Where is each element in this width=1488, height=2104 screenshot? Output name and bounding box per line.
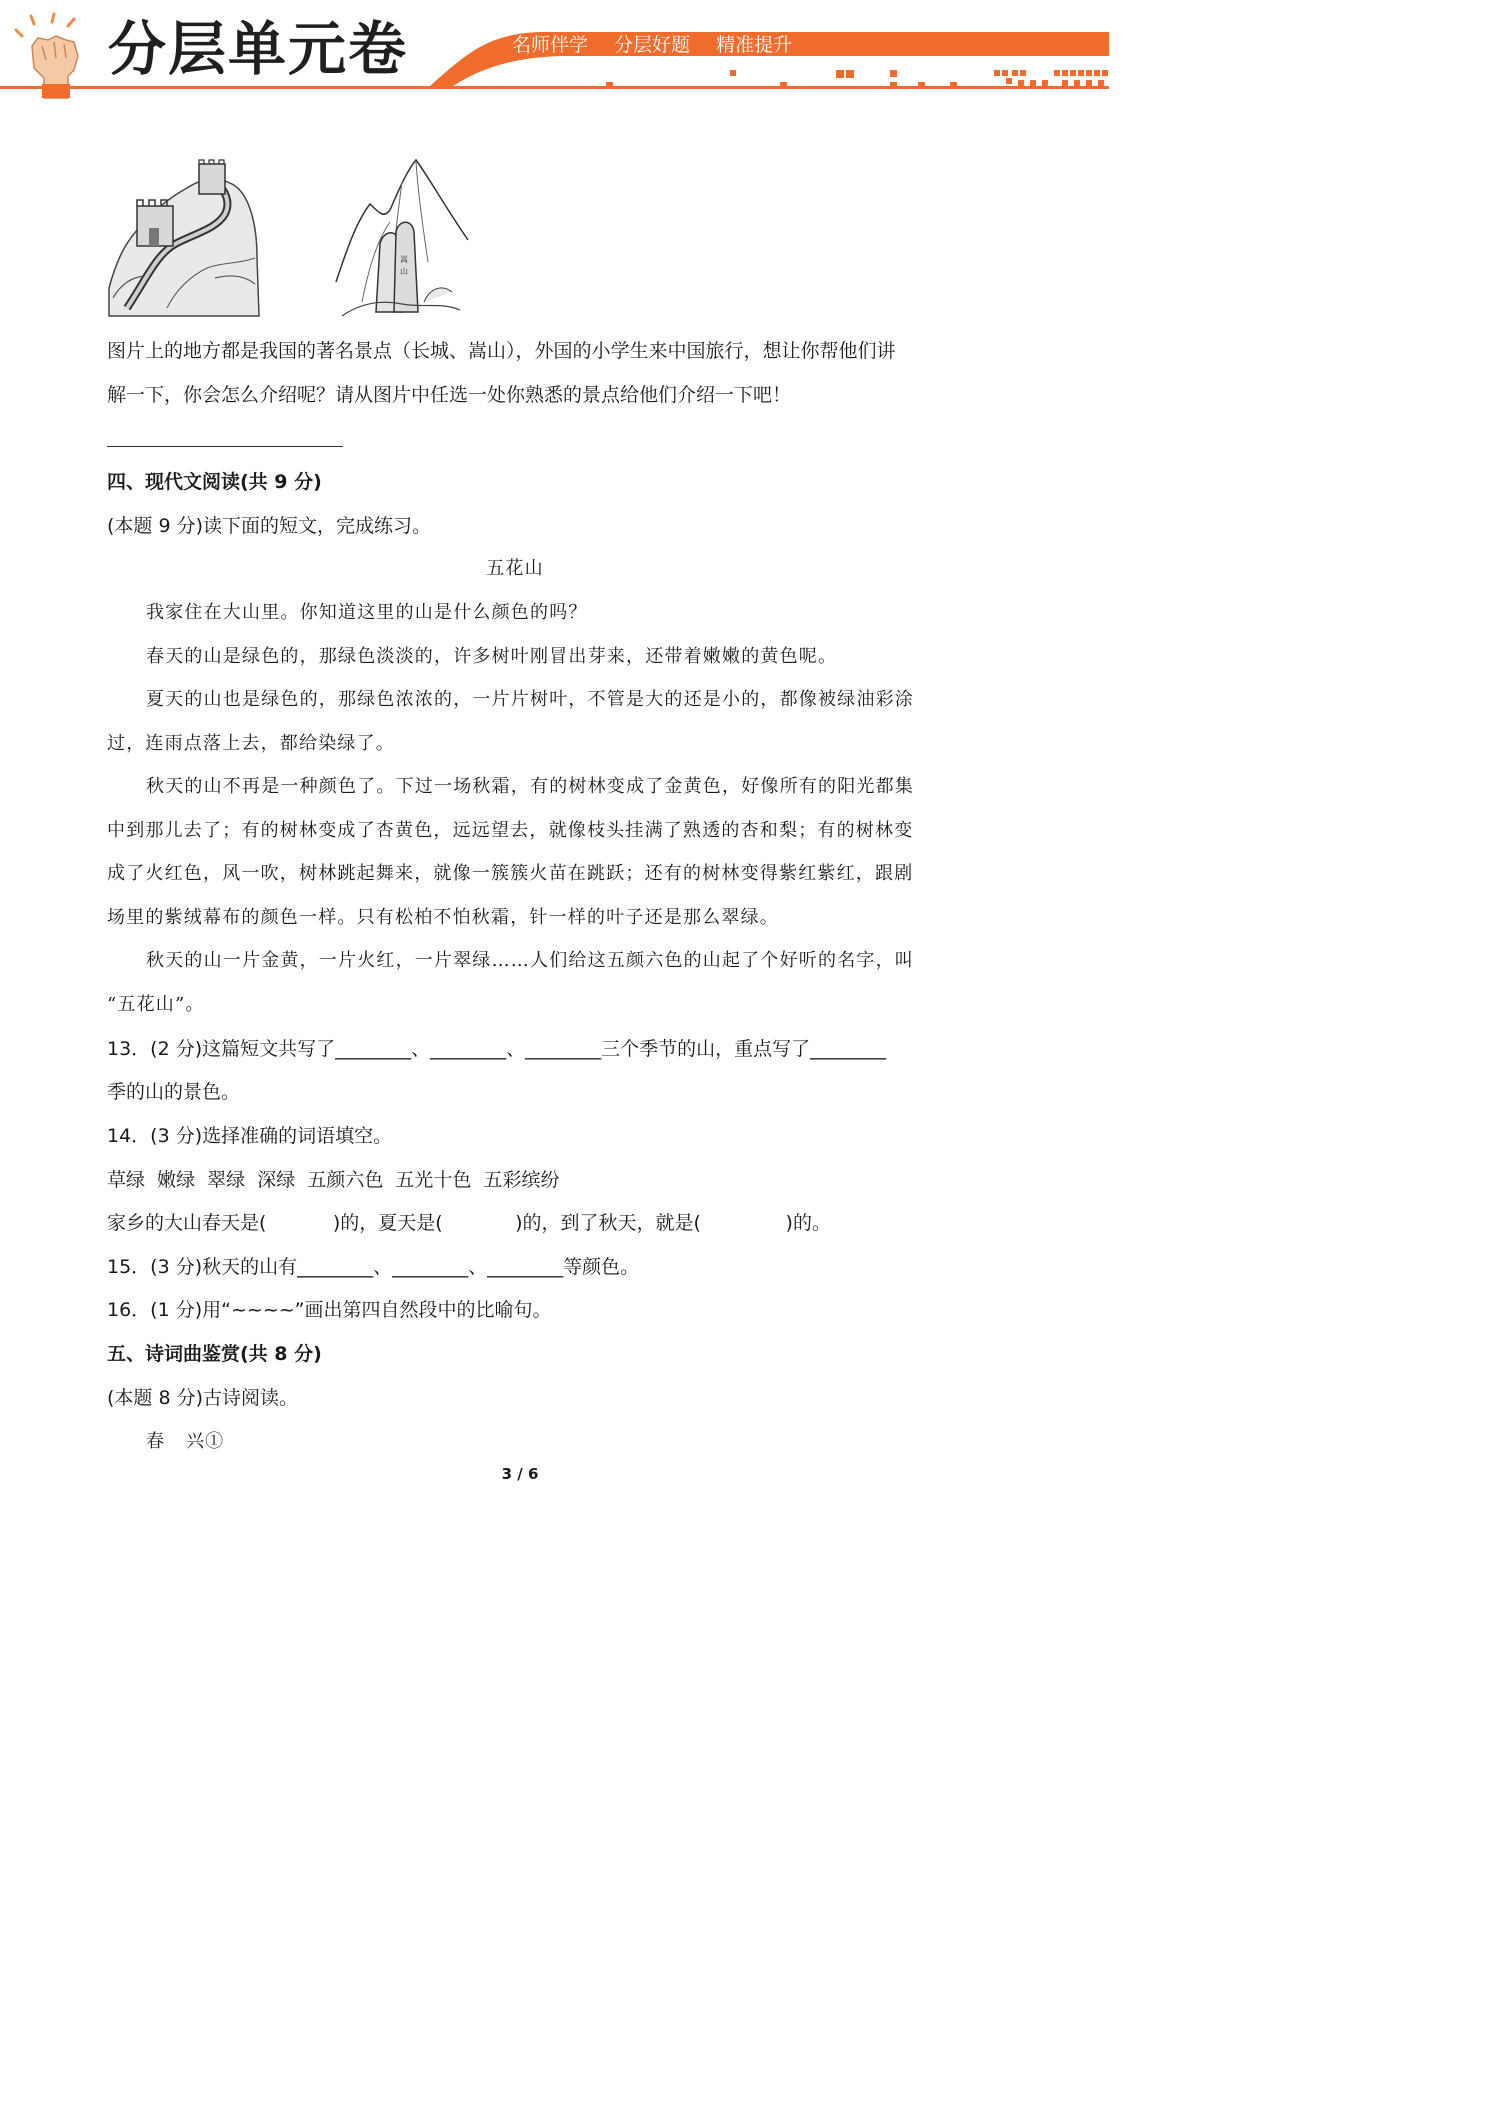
- answer-blank[interactable]: [107, 446, 343, 447]
- question-15: 15．(3 分)秋天的山有________、________、________等颜色。: [107, 1256, 640, 1278]
- svg-text:山: 山: [400, 267, 408, 276]
- brand-title: 分层单元卷: [108, 15, 409, 83]
- section-4-title: 四、现代文阅读(共 9 分): [107, 471, 322, 493]
- slogan-3: 精准提升: [716, 34, 793, 56]
- slogan-1: 名师伴学: [512, 34, 589, 56]
- svg-text:嵩: 嵩: [400, 255, 408, 264]
- section-5-title: 五、诗词曲鉴赏(共 8 分): [107, 1343, 322, 1365]
- passage-paragraph-2: 春天的山是绿色的，那绿色淡淡的，许多树叶刚冒出芽来，还带着嫩嫩的黄色呢。: [146, 646, 838, 667]
- passage-paragraph-5-line-2: “五花山”。: [107, 994, 205, 1015]
- question-14-fill-blank: 家乡的大山春天是( )的，夏天是( )的，到了秋天，就是( )的。: [107, 1212, 831, 1234]
- question-14: 14．(3 分)选择准确的词语填空。: [107, 1125, 393, 1147]
- intro-text-line-2: 解一下，你会怎么介绍呢？请从图片中任选一处你熟悉的景点给他们介绍一下吧！: [107, 384, 792, 406]
- question-13-line-2: 季的山的景色。: [107, 1081, 241, 1103]
- question-14-word-bank: 草绿 嫩绿 翠绿 深绿 五颜六色 五光十色 五彩缤纷: [107, 1169, 560, 1191]
- passage-paragraph-4-line-4: 场里的紫绒幕布的颜色一样。只有松柏不怕秋霜，针一样的叶子还是那么翠绿。: [107, 907, 779, 928]
- question-13-line-1: 13．(2 分)这篇短文共写了________、________、________三个季节的山，重点写了________: [107, 1038, 887, 1060]
- passage-paragraph-1: 我家住在大山里。你知道这里的山是什么颜色的吗？: [146, 602, 588, 623]
- section-4-instruction: (本题 9 分)读下面的短文，完成练习。: [107, 515, 431, 537]
- passage-paragraph-5-line-1: 秋天的山一片金黄，一片火红，一片翠绿……人们给这五颜六色的山起了个好听的名字，叫: [146, 950, 914, 971]
- mountain-illustration: [332, 152, 472, 317]
- passage-paragraph-3-line-2: 过，连雨点落上去，都给染绿了。: [107, 733, 395, 754]
- passage-paragraph-3-line-1: 夏天的山也是绿色的，那绿色浓浓的，一片片树叶，不管是大的还是小的，都像被绿油彩涂: [146, 689, 914, 710]
- passage-paragraph-4-line-3: 成了火红色，风一吹，树林跳起舞来，就像一簇簇火苗在跳跃；还有的树林变得紫红紫红，跟剧: [107, 863, 914, 884]
- great-wall-illustration: [107, 158, 262, 318]
- passage-title: 五花山: [486, 558, 544, 579]
- passage-paragraph-4-line-1: 秋天的山不再是一种颜色了。下过一场秋霜，有的树林变成了金黄色，好像所有的阳光都集: [146, 776, 914, 797]
- question-16: 16．(1 分)用“~~~~”画出第四自然段中的比喻句。: [107, 1299, 552, 1321]
- section-5-instruction: (本题 8 分)古诗阅读。: [107, 1387, 298, 1409]
- passage-paragraph-4-line-2: 中到那儿去了；有的树林变成了杏黄色，远远望去，就像枝头挂满了熟透的杏和梨；有的树林变: [107, 820, 914, 841]
- page-number: 3 / 6: [501, 1465, 539, 1483]
- poem-title: 春 兴①: [146, 1431, 225, 1452]
- slogan-2: 分层好题: [614, 34, 691, 56]
- intro-text-line-1: 图片上的地方都是我国的著名景点（长城、嵩山），外国的小学生来中国旅行，想让你帮他们讲: [107, 340, 896, 362]
